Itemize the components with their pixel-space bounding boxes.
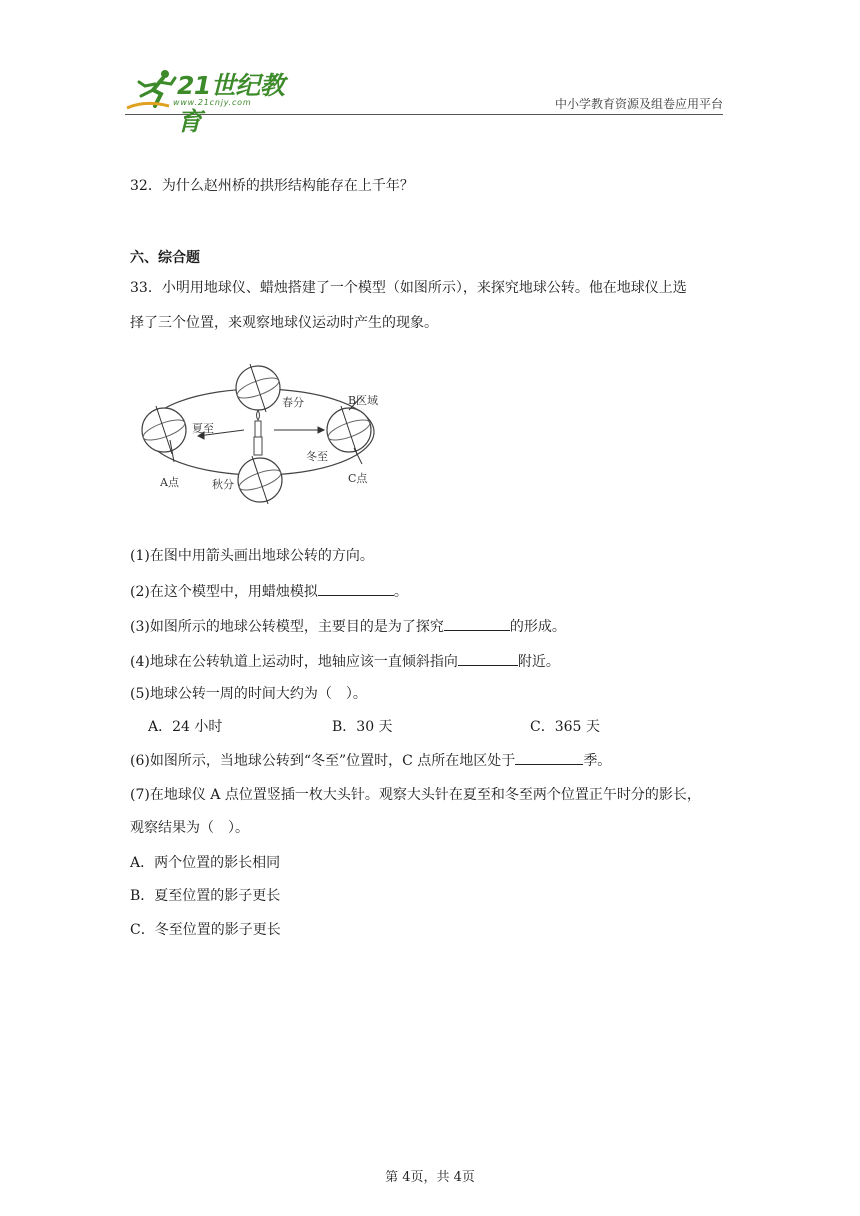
question-33-intro-line2: 择了三个位置，来观察地球仪运动时产生的现象。 bbox=[130, 315, 438, 331]
label-b-region: B区域 bbox=[348, 394, 379, 407]
option-a[interactable]: A．24 小时 bbox=[148, 719, 223, 735]
sub-question-6-text: (6)如图所示，当地球公转到“冬至”位置时，C 点所在地区处于 bbox=[130, 753, 516, 769]
label-c-point: C点 bbox=[348, 472, 368, 485]
sub-question-2-end: 。 bbox=[393, 584, 408, 600]
answer-blank[interactable] bbox=[458, 651, 518, 666]
sub-question-3 bbox=[130, 616, 566, 637]
sub-question-2-text: (2)在这个模型中，用蜡烛模拟 bbox=[130, 584, 318, 600]
section-heading: 六、综合题 bbox=[130, 250, 200, 266]
label-a-point: A点 bbox=[160, 476, 179, 489]
sub-question-7-line2: 观察结果为（ ）。 bbox=[130, 820, 249, 836]
label-autumn: 秋分 bbox=[212, 478, 234, 491]
question-33-intro-line1: 33．小明用地球仪、蜡烛搭建了一个模型（如图所示），来探究地球公转。他在地球仪上选 bbox=[130, 280, 687, 296]
option-7c[interactable]: C．冬至位置的影子更长 bbox=[130, 922, 281, 938]
answer-blank[interactable] bbox=[318, 581, 394, 596]
globe-spring bbox=[235, 364, 281, 412]
sub-question-3-end: 的形成。 bbox=[509, 619, 566, 635]
sub-question-5: (5)地球公转一周的时间大约为（ ）。 bbox=[130, 686, 367, 702]
logo-url: www.21cnjy.com bbox=[173, 98, 252, 107]
sub-question-4 bbox=[130, 651, 560, 672]
sub-question-6 bbox=[130, 750, 611, 771]
platform-name: 中小学教育资源及组卷应用平台 bbox=[554, 97, 723, 111]
candle-icon bbox=[254, 410, 262, 455]
answer-blank[interactable] bbox=[444, 616, 510, 631]
page-header bbox=[125, 62, 723, 136]
sub-question-7-line1: (7)在地球仪 A 点位置竖插一枚大头针。观察大头针在夏至和冬至两个位置正午时分的影长， bbox=[130, 787, 701, 803]
globe-autumn bbox=[237, 456, 283, 504]
question-32: 32．为什么赵州桥的拱形结构能存在上千年？ bbox=[130, 178, 414, 194]
sub-question-4-end: 附近。 bbox=[517, 654, 560, 670]
label-spring: 春分 bbox=[282, 396, 304, 409]
sub-question-2 bbox=[130, 581, 408, 602]
logo-text: 21世纪教育 bbox=[177, 71, 285, 136]
option-c[interactable]: C．365 天 bbox=[530, 719, 600, 735]
sub-question-1: (1)在图中用箭头画出地球公转的方向。 bbox=[130, 548, 374, 564]
answer-blank[interactable] bbox=[515, 750, 583, 765]
option-7b[interactable]: B．夏至位置的影子更长 bbox=[130, 888, 281, 904]
sub-question-4-text: (4)地球在公转轨道上运动时，地轴应该一直倾斜指向 bbox=[130, 654, 458, 670]
label-winter: 冬至 bbox=[306, 450, 328, 463]
option-7a[interactable]: A．两个位置的影长相同 bbox=[130, 855, 281, 871]
sub-question-3-text: (3)如图所示的地球公转模型，主要目的是为了探究 bbox=[130, 619, 444, 635]
globe-summer bbox=[141, 406, 187, 462]
label-summer: 夏至 bbox=[192, 422, 214, 435]
logo bbox=[125, 66, 295, 136]
option-b[interactable]: B．30 天 bbox=[332, 719, 393, 735]
sub-question-6-end: 季。 bbox=[583, 753, 612, 769]
earth-orbit-figure bbox=[134, 352, 394, 524]
page-footer: 第 4页，共 4页 bbox=[385, 1170, 475, 1185]
